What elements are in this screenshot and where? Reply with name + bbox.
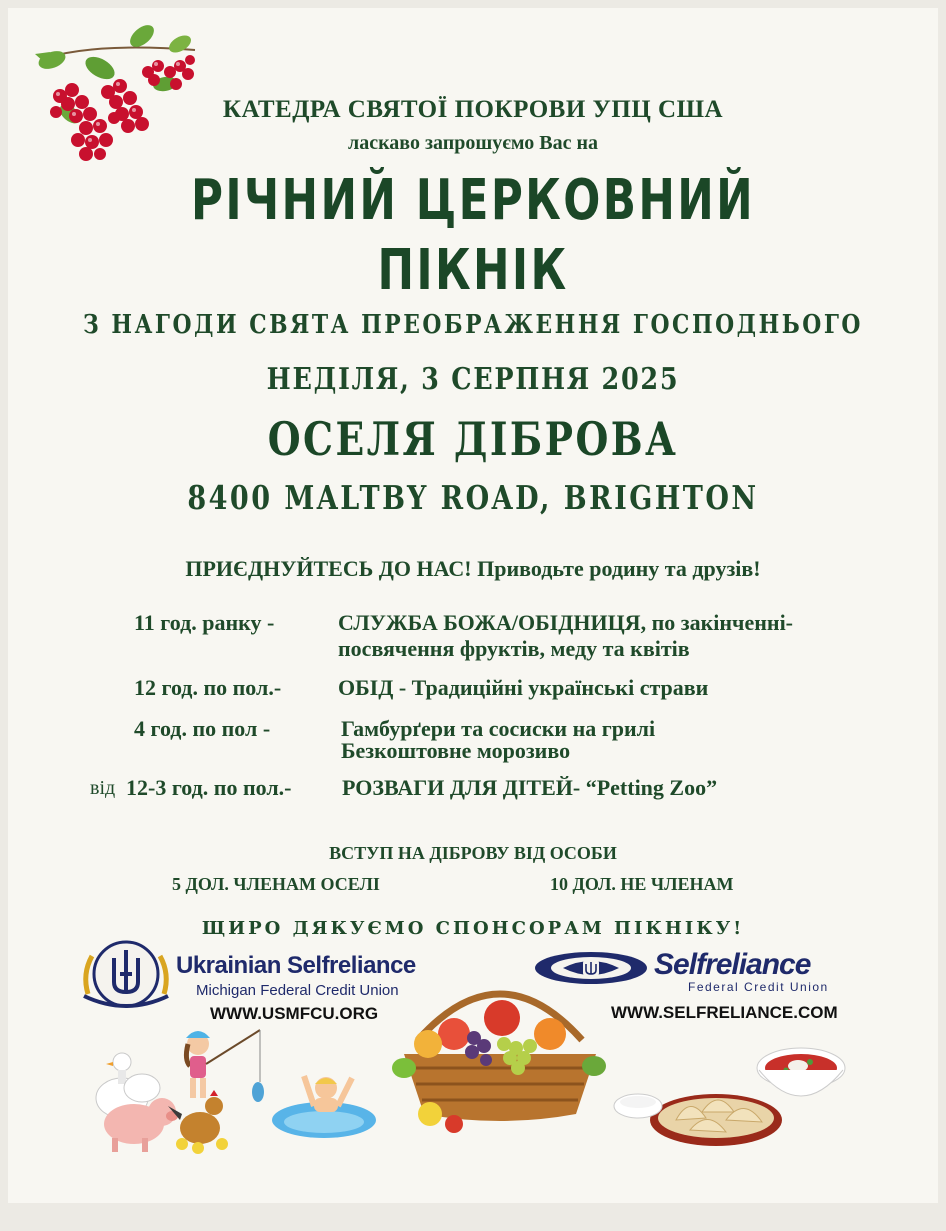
sponsor-1-subtitle: Michigan Federal Credit Union	[196, 982, 399, 999]
event-title-line2: ПІКНІК	[377, 238, 569, 303]
non-member-fee: 10 ДОЛ. НЕ ЧЛЕНАМ	[550, 874, 734, 894]
join-us-line: ПРИЄДНУЙТЕСЬ ДО НАС! Приводьте родину та друзів!	[185, 556, 761, 581]
sponsor-2-url[interactable]: WWW.SELFRELIANCE.COM	[611, 1003, 838, 1022]
schedule-time: 11 год. ранку -	[134, 610, 275, 635]
invitation-line: ласкаво запрошуємо Вас на	[347, 132, 599, 154]
schedule-item: СЛУЖБА БОЖА/ОБІДНИЦЯ, по закінченні-	[338, 610, 794, 635]
girl-fishing-icon	[176, 1020, 272, 1112]
sponsor-1-name: Ukrainian Selfreliance	[176, 952, 416, 979]
event-date: НЕДІЛЯ, 3 СЕРПНЯ 2025	[266, 362, 680, 397]
schedule-item: Гамбурґери та сосиски на грилі	[341, 716, 656, 741]
schedule-time: 12 год. по пол.-	[134, 675, 282, 700]
schedule-item: посвячення фруктів, меду та квітів	[338, 636, 690, 661]
schedule-time-prefix: від	[90, 777, 116, 799]
fruit-basket-icon	[384, 968, 616, 1134]
borscht-bowl-icon	[754, 1044, 848, 1110]
admission-heading: ВСТУП НА ДІБРОВУ ВІД ОСОБИ	[329, 843, 617, 863]
sponsors-thanks: ЩИРО ДЯКУЄМО СПОНСОРАМ ПІКНІКУ!	[201, 918, 745, 939]
schedule-item: Безкоштовне морозиво	[341, 738, 571, 763]
kid-swimming-icon	[268, 1064, 380, 1144]
sponsor-2-name: Selfreliance	[654, 948, 811, 981]
member-fee: 5 ДОЛ. ЧЛЕНАМ ОСЕЛІ	[172, 874, 380, 894]
trident-seal-icon	[78, 934, 174, 1014]
event-location: ОСЕЛЯ ДІБРОВА	[267, 412, 679, 466]
occasion-subtitle: З НАГОДИ СВЯТА ПРЕОБРАЖЕННЯ ГОСПОДНЬОГО	[83, 310, 863, 340]
schedule-time: 4 год. по пол -	[134, 716, 271, 741]
schedule-item: РОЗВАГИ ДЛЯ ДІТЕЙ- “Petting Zoo”	[342, 775, 718, 800]
sponsor-2-subtitle: Federal Credit Union	[688, 980, 829, 994]
schedule-time: 12-3 год. по пол.-	[126, 775, 292, 800]
sponsor-1-url[interactable]: WWW.USMFCU.ORG	[210, 1004, 379, 1023]
event-address: 8400 MALTBY ROAD, BRIGHTON	[187, 478, 759, 517]
schedule-item: ОБІД - Традиційні українські страви	[338, 675, 709, 700]
cathedral-name: КАТЕДРА СВЯТОЇ ПОКРОВИ УПЦ США	[222, 96, 724, 123]
event-title-line1: РІЧНИЙ ЦЕРКОВНИЙ	[190, 168, 756, 233]
